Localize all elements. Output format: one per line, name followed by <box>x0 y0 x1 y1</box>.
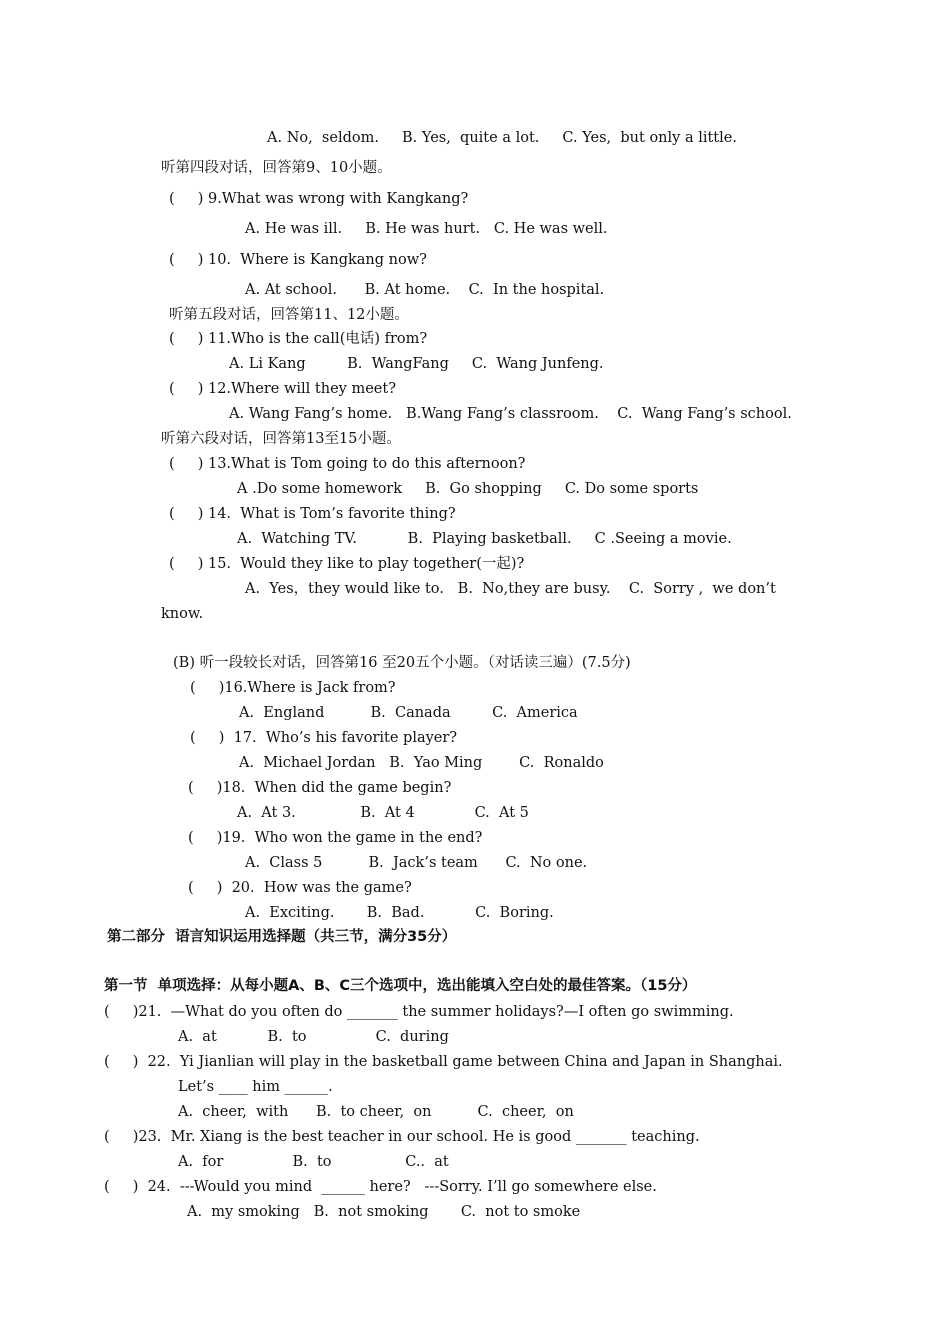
question-line: A. for B. to C.. at <box>178 1154 449 1170</box>
question-line: 听第四段对话，回答第9、10小题。 <box>161 160 392 176</box>
section-heading: 第二部分 语言知识运用选择题（共三节，满分35分） <box>107 929 457 945</box>
question-line: A. At school. B. At home. C. In the hospital. <box>245 282 605 298</box>
question-line: A. Exciting. B. Bad. C. Boring. <box>245 905 554 921</box>
question-line: A .Do some homework B. Go shopping C. Do some sports <box>237 481 699 497</box>
question-line: A. Yes，they would like to. B. No,they are busy. C. Sorry , we don’t <box>245 581 776 597</box>
question-line: A. Wang Fang’s home. B.Wang Fang’s classroom. C. Wang Fang’s school. <box>229 406 792 422</box>
question-line: A. He was ill. B. He was hurt. C. He was well. <box>245 221 608 237</box>
question-line: ( )18. When did the game begin? <box>188 780 452 796</box>
question-line: ( ) 10. Where is Kangkang now? <box>169 252 427 268</box>
question-line: ( ) 9.What was wrong with Kangkang? <box>169 191 469 207</box>
question-line: ( ) 13.What is Tom going to do this afternoon? <box>169 456 526 472</box>
question-line: ( )19. Who won the game in the end? <box>188 830 483 846</box>
question-line: 听第六段对话，回答第13至15小题。 <box>161 431 401 447</box>
question-line: ( ) 20. How was the game? <box>188 880 412 896</box>
question-line: ( ) 12.Where will they meet? <box>169 381 396 397</box>
question-line: ( ) 24. ---Would you mind ______ here? ---Sorry. I’ll go somewhere else. <box>104 1179 657 1195</box>
question-line: A. At 3. B. At 4 C. At 5 <box>237 805 529 821</box>
question-line: 听第五段对话，回答第11、12小题。 <box>169 307 409 323</box>
question-line: ( ) 17. Who’s his favorite player? <box>190 730 458 746</box>
question-line: know. <box>161 606 204 622</box>
question-line: A. my smoking B. not smoking C. not to smoke <box>187 1204 581 1220</box>
question-line: ( ) 11.Who is the call(电话) from? <box>169 331 428 347</box>
question-line: ( ) 14. What is Tom’s favorite thing? <box>169 506 456 522</box>
section-heading: 第一节 单项选择：从每小题A、B、C三个选项中，选出能填入空白处的最佳答案。（15分） <box>104 978 697 994</box>
question-line: Let’s ____ him ______. <box>178 1079 333 1095</box>
question-line: ( ) 22. Yi Jianlian will play in the basketball game between China and Japan in Shanghai. <box>104 1054 783 1070</box>
question-line: A. England B. Canada C. America <box>239 705 578 721</box>
question-line: A. Class 5 B. Jack’s team C. No one. <box>245 855 588 871</box>
question-line: (B) 听一段较长对话，回答第16 至20五个小题。（对话读三遍）(7.5分) <box>173 655 631 671</box>
question-line: A. at B. to C. during <box>178 1029 449 1045</box>
question-line: ( ) 15. Would they like to play together(一起)? <box>169 556 525 572</box>
question-line: ( )21. —What do you often do _______ the summer holidays?—I often go swimming. <box>104 1004 734 1020</box>
question-line: A. Watching TV. B. Playing basketball. C .Seeing a movie. <box>237 531 732 547</box>
question-line: A. No, seldom. B. Yes, quite a lot. C. Yes, but only a little. <box>267 130 737 146</box>
question-line: A. cheer, with B. to cheer, on C. cheer, on <box>178 1104 574 1120</box>
question-line: A. Michael Jordan B. Yao Ming C. Ronaldo <box>239 755 604 771</box>
question-line: ( )16.Where is Jack from? <box>190 680 396 696</box>
question-line: A. Li Kang B. WangFang C. Wang Junfeng. <box>229 356 604 372</box>
question-line: ( )23. Mr. Xiang is the best teacher in our school. He is good _______ teaching. <box>104 1129 700 1145</box>
